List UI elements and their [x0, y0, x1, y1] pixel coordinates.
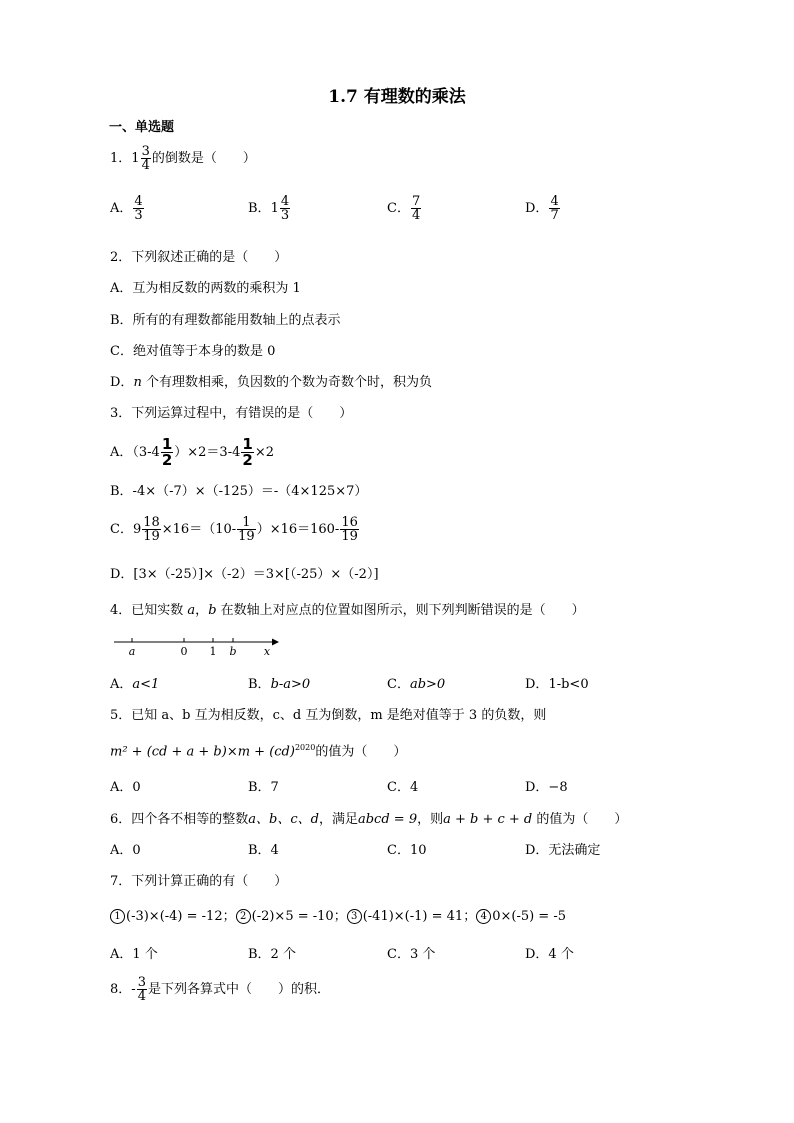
q1-option-d[interactable]: D． $\frac{4}{7}$ — [525, 194, 559, 223]
q3-option-a[interactable]: A．（3-4 $\frac{1}{2}$ ）×2＝3-4 $\frac{1}{2}$ ×2 — [110, 435, 274, 469]
q4-option-c[interactable]: C．ab>0 — [387, 677, 446, 692]
q1-option-b[interactable]: B．1 $\frac{4}{3}$ — [248, 194, 290, 223]
q7-option-b[interactable]: B．2 个 — [248, 947, 296, 962]
page-title: 1.7 有理数的乘法 — [328, 87, 466, 107]
q7-option-c[interactable]: C．3 个 — [387, 947, 436, 962]
q6-option-b[interactable]: B．4 — [248, 843, 279, 858]
question-6-stem: 6．四个各不相等的整数a、b、c、d，满足abcd = 9，则a + b + c + d 的值为（ ） — [110, 812, 628, 827]
section-heading: 一、单选题 — [109, 120, 175, 135]
question-number: 1． — [110, 151, 132, 166]
question-7-items: 1 (-3)×(-4) = -12； 2 (-2)×5 = -10； 3 (-41)×(-1) = 41； 4 0×(-5) = -5 — [110, 909, 566, 924]
q7-option-a[interactable]: A．1 个 — [110, 947, 158, 962]
q2-option-a[interactable]: A．互为相反数的两数的乘积为 1 — [110, 281, 301, 296]
question-5-expression: m² + (cd + a + b)×m + (cd)$^{2020}$的值为（ ） — [110, 743, 407, 760]
question-5-stem: 5．已知 a、b 互为相反数，c、d 互为倒数，m 是绝对值等于 3 的负数，则 — [110, 708, 547, 723]
question-8: 8．- $\frac{3}{4}$ 是下列各算式中（ ）的积． — [110, 975, 330, 1004]
mixed-whole: 1 — [131, 151, 140, 166]
q2-option-d[interactable]: D．n 个有理数相乘，负因数的个数为奇数个时，积为负 — [110, 375, 432, 390]
q5-option-b[interactable]: B．7 — [248, 780, 279, 795]
q1-option-a[interactable]: A． $\frac{4}{3}$ — [110, 194, 143, 223]
q5-option-a[interactable]: A．0 — [110, 780, 141, 795]
q4-option-b[interactable]: B．b-a>0 — [248, 677, 311, 692]
q1-option-c[interactable]: C． $\frac{7}{4}$ — [387, 194, 421, 223]
q6-option-c[interactable]: C．10 — [387, 843, 427, 858]
q4-option-a[interactable]: A．a<1 — [110, 677, 160, 692]
axis-label-b: b — [229, 645, 237, 658]
q3-option-c[interactable]: C．9 $\frac{18}{19}$ ×16＝（10- $\frac{1}{19}$ ）×16＝160- $\frac{16}{19}$ — [110, 515, 358, 544]
question-text: 的倒数是（ ） — [151, 151, 256, 166]
q7-option-d[interactable]: D．4 个 — [525, 947, 574, 962]
fraction: $\frac{3}{4}$ — [141, 144, 150, 173]
question-1 — [110, 145, 256, 172]
q6-option-a[interactable]: A．0 — [110, 843, 141, 858]
axis-label-one: 1 — [209, 645, 217, 658]
axis-label-a: a — [128, 645, 136, 658]
q3-option-b[interactable]: B．-4×（-7）×（-125）＝-（4×125×7） — [110, 484, 368, 499]
q6-option-d[interactable]: D．无法确定 — [525, 843, 601, 858]
axis-label-x: x — [263, 645, 271, 658]
axis-label-zero: 0 — [180, 645, 188, 658]
q5-option-d[interactable]: D．−8 — [525, 780, 568, 795]
q2-option-c[interactable]: C．绝对值等于本身的数是 0 — [110, 344, 276, 359]
q2-option-b[interactable]: B．所有的有理数都能用数轴上的点表示 — [110, 313, 341, 328]
number-line-figure — [114, 635, 279, 661]
q4-option-d[interactable]: D．1-b<0 — [525, 677, 589, 692]
q5-option-c[interactable]: C．4 — [387, 780, 419, 795]
question-7-stem: 7．下列计算正确的有（ ） — [110, 874, 288, 889]
question-3-stem: 3．下列运算过程中，有错误的是（ ） — [110, 406, 353, 421]
q3-option-d[interactable]: D．[3×（-25）]×（-2）＝3×[（-25）×（-2）] — [110, 567, 379, 582]
question-2-stem: 2．下列叙述正确的是（ ） — [110, 250, 288, 265]
question-4-stem: 4．已知实数 a，b 在数轴上对应点的位置如图所示，则下列判断错误的是（ ） — [110, 603, 585, 618]
